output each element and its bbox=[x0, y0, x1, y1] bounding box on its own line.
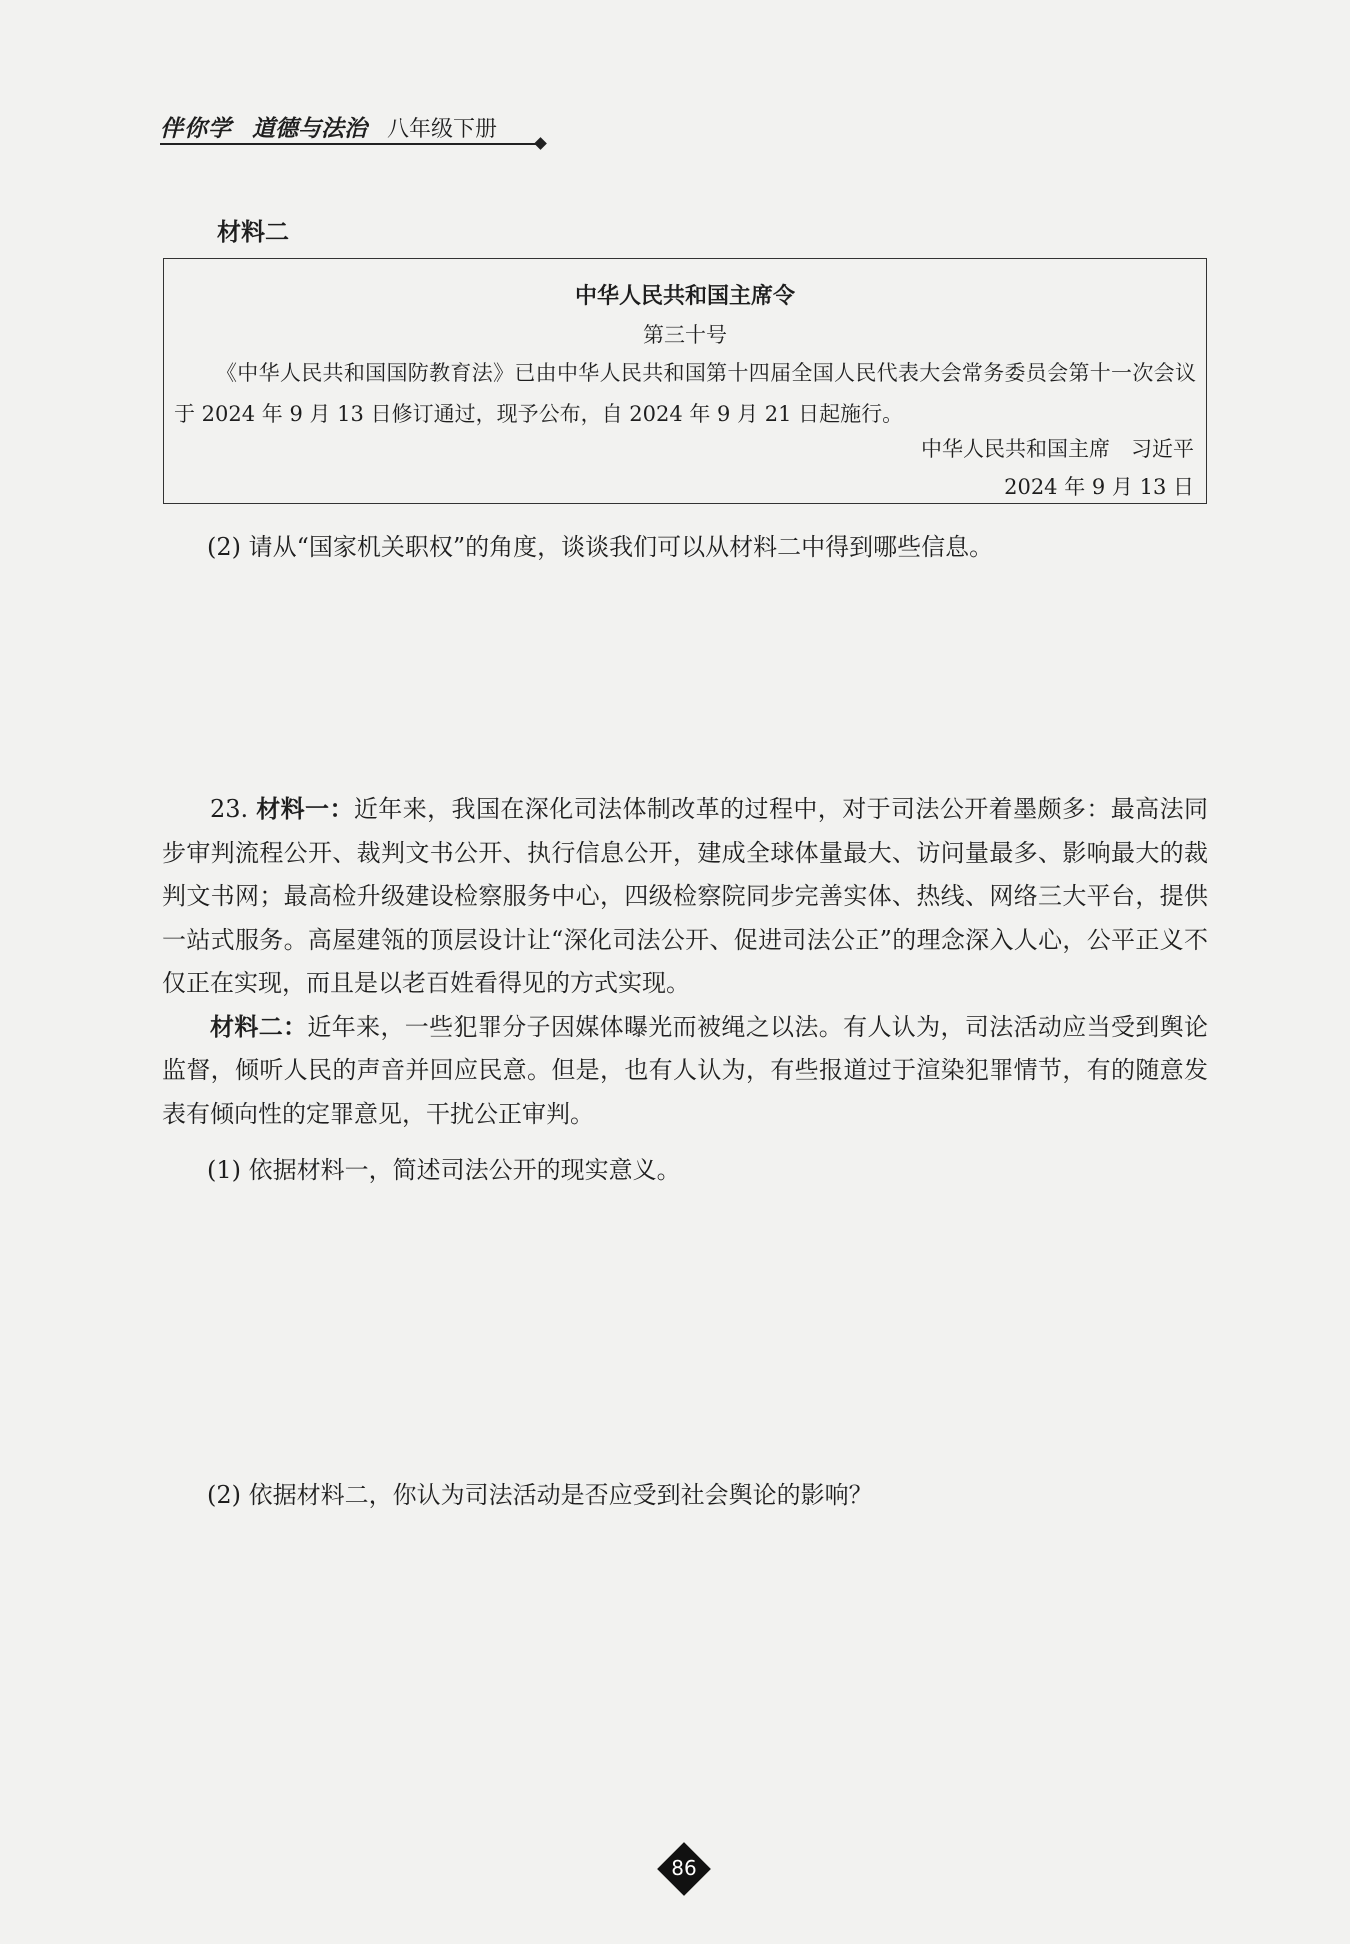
material-two-text: 近年来，一些犯罪分子因媒体曝光而被绳之以法。有人认为，司法活动应当受到舆论监督，倾听人民的声音并回应民意。但是，也有人认为，有些报道过于渲染犯罪情节，有的随意发表有倾向性的定罪意见，干扰公正审判。 bbox=[162, 1012, 1209, 1128]
question-23-part-2: (2) 依据材料二，你认为司法活动是否应受到社会舆论的影响？ bbox=[207, 1481, 873, 1509]
material-one-paragraph bbox=[162, 788, 1208, 1006]
material-two-label-23: 材料二： bbox=[210, 1012, 308, 1041]
order-date: 2024 年 9 月 13 日 bbox=[1004, 475, 1194, 499]
question-number: 23. bbox=[210, 795, 249, 823]
material-two-paragraph bbox=[162, 1006, 1208, 1137]
question-22-part-2: (2) 请从“国家机关职权”的角度，谈谈我们可以从材料二中得到哪些信息。 bbox=[207, 533, 994, 561]
order-title: 中华人民共和国主席令 bbox=[574, 284, 795, 309]
header-rule bbox=[160, 143, 540, 145]
order-number: 第三十号 bbox=[643, 323, 727, 347]
book-title: 伴你学 bbox=[160, 116, 232, 142]
page-header bbox=[160, 110, 580, 150]
page-number-badge bbox=[659, 1844, 711, 1896]
order-signer: 中华人民共和国主席 习近平 bbox=[921, 437, 1194, 461]
material-one-text: 近年来，我国在深化司法体制改革的过程中，对于司法公开着墨颇多：最高法同步审判流程公开、裁判文书公开、执行信息公开，建成全球体量最大、访问量最多、影响最大的裁判文书网；最高检升级建设检察服务中心，四级检察院同步完善实体、热线、网络三大平台，提供一站式服务。高屋建瓴的顶层设计让“深化司法公开、促进司法公正”的理念深入人心，公平正义不仅正在实现，而且是以老百姓看得见的方式实现。 bbox=[162, 795, 1209, 997]
material-two-label: 材料二 bbox=[217, 218, 289, 246]
presidential-order-box bbox=[163, 258, 1207, 504]
question-23 bbox=[162, 788, 1208, 1136]
diamond-icon bbox=[534, 137, 547, 150]
page-number: 86 bbox=[671, 1856, 697, 1880]
subject-title: 道德与法治 bbox=[252, 116, 367, 142]
order-body: 《中华人民共和国国防教育法》已由中华人民共和国第十四届全国人民代表大会常务委员会第十一次会议于 2024 年 9 月 13 日修订通过，现予公布，自 2024 年 9 月 21 日起施行。 bbox=[174, 361, 1196, 426]
material-one-label: 材料一： bbox=[256, 795, 354, 823]
grade-label: 八年级下册 bbox=[387, 117, 498, 142]
question-23-part-1: (1) 依据材料一，简述司法公开的现实意义。 bbox=[207, 1156, 681, 1184]
